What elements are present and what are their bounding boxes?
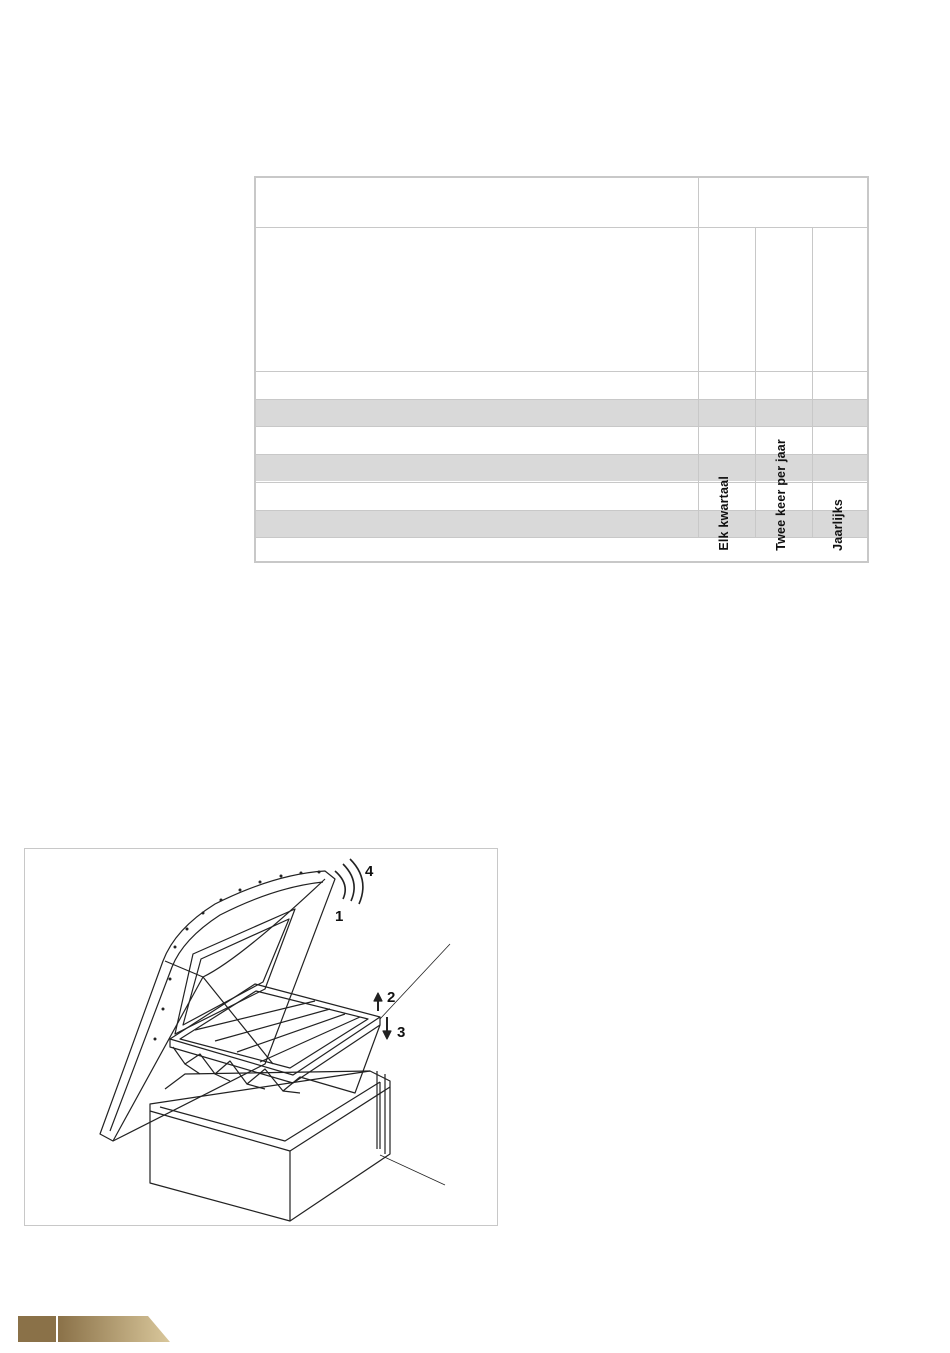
step-1-label: 1 — [335, 908, 344, 925]
table-header-divider — [256, 227, 867, 228]
maintenance-table — [254, 176, 869, 563]
header-twice-yearly: Twee keer per jaar — [774, 439, 788, 551]
housing-outline — [150, 1071, 390, 1221]
row-divider — [256, 426, 867, 427]
step-4-label: 4 — [365, 863, 374, 880]
header-yearly: Jaarlijks — [831, 499, 845, 551]
header-quarterly: Elk kwartaal — [717, 476, 731, 551]
filter-frame — [170, 984, 380, 1075]
row-divider — [256, 399, 867, 400]
col-divider — [812, 227, 813, 538]
step-2-label: 2 — [387, 989, 396, 1006]
step-3-label: 3 — [397, 1024, 406, 1041]
table-row-shaded — [256, 399, 867, 426]
col-divider — [755, 227, 756, 538]
col-divider-main — [698, 178, 699, 538]
unit-drawing — [25, 849, 499, 1227]
filter-replacement-figure — [24, 848, 498, 1226]
table-header-bottom-border — [256, 371, 867, 372]
footer-decoration — [18, 1316, 173, 1342]
